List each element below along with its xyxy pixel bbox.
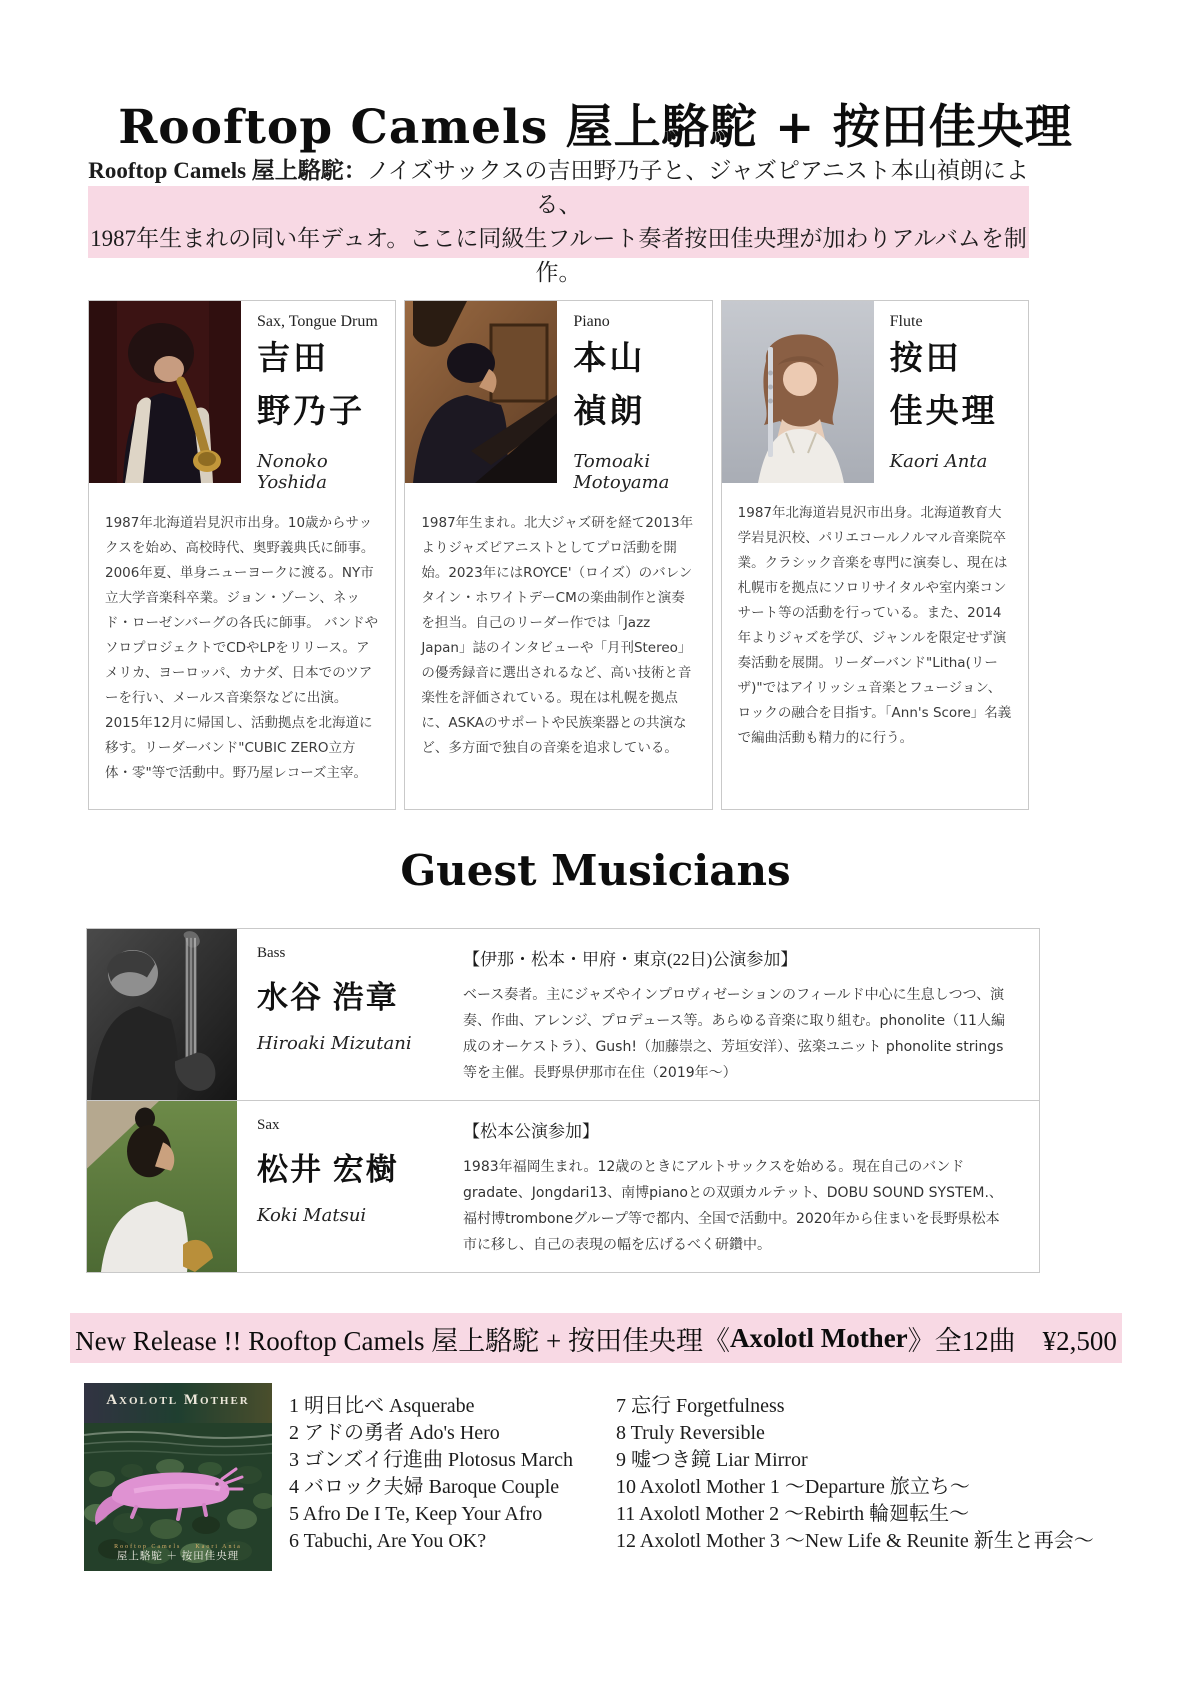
album-cover-artists: [84, 1544, 272, 1564]
track-list-right: [616, 1393, 1094, 1555]
track-item: 10 Axolotl Mother 1 ～Departure 旅立ち～: [616, 1476, 970, 1498]
member-info: [241, 301, 395, 493]
intro-line-2: 1987年生まれの同い年デュオ。ここに同級生フルート奏者按田佳央理が加わりアルバムを制作。: [90, 226, 1027, 285]
track-item: 1 明日比べ Asquerabe: [289, 1395, 475, 1417]
album-cover-artists-en: Rooftop Camels Kaori Anta: [114, 1544, 242, 1551]
guest-instrument-label: Bass: [257, 945, 286, 961]
member-bio: 1987年生まれ。北大ジャズ研を経て2013年よりジャズピアニストとしてプロ活動を開始。2023年にはROYCE'（ロイズ）のバレンタイン・ホワイトデーCMの楽曲制作と演奏を担当。自己のリーダー作では「Jazz Japan」誌のインタビューや「月刊Stereo」の優秀録音に選出されるなど、高い技術と音楽性を評価されている。現在は札幌を拠点に、ASKAのサポートや民族楽器との共演など、多方面で独自の音楽を追求している。: [421, 515, 694, 756]
intro-line-1-text: ノイズサックスの吉田野乃子と、ジャズピアニスト本山禎朗による、: [366, 158, 1029, 217]
track-list-left: [289, 1393, 573, 1555]
release-album-title-bold: Axolotl Mother: [729, 1322, 908, 1353]
guest-card-hiroaki-mizutani: [86, 928, 1040, 1101]
guest-instrument-label: Sax: [257, 1117, 280, 1133]
guest-detail: [455, 929, 1039, 1100]
member-card-top: [89, 301, 395, 493]
member-name-romaji: Nonoko Yoshida: [257, 451, 328, 493]
member-instrument-label: Piano: [573, 313, 610, 330]
intro-banner: [88, 158, 1029, 285]
guest-name: 松井 宏樹: [257, 1152, 399, 1187]
guest-cards: [86, 928, 1040, 1273]
member-name-line2: 佳央理: [889, 394, 998, 430]
guest-bio: ベース奏者。主にジャズやインプロヴィゼーションのフィールド中心に生息しつつ、演奏、作曲、アレンジ、プロデュース等。あらゆる音楽に取り組む。phonolite（11人編成のオーケストラ）、Gush!（加藤崇之、芳垣安洋）、弦楽ユニット phonolite strings 等を主催。長野県伊那市在住（2019年〜）: [463, 987, 1005, 1081]
track-item: 12 Axolotl Mother 3 ～New Life & Reunite 新生と再会～: [616, 1530, 1094, 1552]
member-card-tomoaki-motoyama: [404, 300, 712, 810]
release-text-suffix: 》全12曲 ¥2,500: [907, 1325, 1117, 1356]
track-item: 7 忘行 Forgetfulness: [616, 1395, 785, 1417]
member-cards-row: [88, 300, 1029, 810]
member-instrument-label: Flute: [889, 313, 923, 330]
member-name-romaji: Kaori Anta: [889, 451, 988, 472]
intro-line-1: [88, 154, 1029, 222]
member-card-kaori-anta: [721, 300, 1029, 810]
member-card-nonoko-yoshida: [88, 300, 396, 810]
intro-lead-bold: Rooftop Camels 屋上駱駝：: [88, 158, 367, 183]
member-name: [257, 343, 391, 429]
photo-koki-matsui: [87, 1101, 237, 1272]
guest-participation: 【松本公演参加】: [463, 1122, 599, 1141]
guest-name: 水谷 浩章: [257, 980, 399, 1015]
guest-name-romaji: Koki Matsui: [257, 1205, 367, 1226]
member-name-line1: 吉田: [257, 341, 329, 377]
member-name: [573, 343, 707, 429]
album-cover: [84, 1383, 272, 1571]
photo-hiroaki-mizutani: [87, 929, 237, 1100]
track-item: 8 Truly Reversible: [616, 1422, 765, 1444]
member-card-top: [722, 301, 1028, 483]
guest-detail: [455, 1101, 1039, 1272]
member-name: [890, 343, 1024, 429]
member-name-line2: 禎朗: [573, 394, 646, 430]
release-text-prefix: New Release !! Rooftop Camels 屋上駱駝 + 按田佳央理《: [75, 1325, 730, 1356]
album-cover-art: [84, 1383, 272, 1571]
album-cover-title: Axolotl Mother: [106, 1392, 250, 1408]
member-instrument-label: Sax, Tongue Drum: [257, 313, 378, 330]
track-item: 4 バロック夫婦 Baroque Couple: [289, 1476, 560, 1498]
guest-card-koki-matsui: [86, 1100, 1040, 1273]
guest-musicians-heading: Guest Musicians: [400, 846, 791, 895]
track-item: 6 Tabuchi, Are You OK?: [289, 1530, 487, 1552]
member-bio: 1987年北海道岩見沢市出身。10歳からサックスを始め、高校時代、奥野義典氏に師事。2006年夏、単身ニューヨークに渡る。NY市立大学音楽科卒業。ジョン・ゾーン、ネッド・ローゼンバーグの各氏に師事。 バンドやソロプロジェクトでCDやLPをリリース。アメリカ、ヨーロッパ、カナダ、日本でのツアーを行い、メールス音楽祭などに出演。2015年12月に帰国し、活動拠点を北海道に移す。リーダーバンド"CUBIC ZERO立方体・零"等で活動中。野乃屋レコーズ主宰。: [105, 515, 379, 781]
page-title: Rooftop Camels 屋上駱駝 + 按田佳央理: [118, 100, 1073, 155]
guest-participation: 【伊那・松本・甲府・東京(22日)公演参加】: [463, 950, 798, 969]
member-name-line1: 本山: [573, 341, 646, 377]
member-name-line2: 野乃子: [257, 394, 365, 430]
track-item: 3 ゴンズイ行進曲 Plotosus March: [289, 1449, 573, 1471]
member-card-top: [405, 301, 711, 493]
photo-tomoaki-motoyama: [405, 301, 557, 483]
track-item: 11 Axolotl Mother 2 ～Rebirth 輪廻転生～: [616, 1503, 970, 1525]
member-bio: 1987年北海道岩見沢市出身。北海道教育大学岩見沢校、パリエコールノルマル音楽院卒業。クラシック音楽を専門に演奏し、現在は札幌市を拠点にソロリサイタルや室内楽コンサート等の活動を行っている。また、2014年よりジャズを学び、ジャンルを限定せず演奏活動を展開。リーダーバンド"Litha(リーザ)"ではアイリッシュ音楽とフュージョン、ロックの融合を目指す。「Ann's Score」名義で編曲活動も精力的に行う。: [737, 505, 1012, 746]
guest-info: [237, 1101, 455, 1272]
track-item: 9 嘘つき鏡 Liar Mirror: [616, 1449, 808, 1471]
member-name-line1: 按田: [889, 341, 962, 377]
photo-kaori-anta: [722, 301, 874, 483]
new-release-banner: [70, 1313, 1122, 1363]
member-name-romaji: Tomoaki Motoyama: [573, 451, 670, 493]
track-item: 5 Afro De I Te, Keep Your Afro: [289, 1503, 543, 1525]
track-item: 2 アドの勇者 Ado's Hero: [289, 1422, 500, 1444]
member-info: [557, 301, 711, 493]
photo-nonoko-yoshida: [89, 301, 241, 483]
member-info: [874, 301, 1028, 483]
guest-bio: 1983年福岡生まれ。12歳のときにアルトサックスを始める。現在自己のバンドgradate、Jongdari13、南博pianoとの双頭カルテット、DOBU SOUND SYSTEM.、福村博tromboneグループ等で都内、全国で活動中。2020年から住まいを長野県松本市に移し、自己の表現の幅を広げるべく研鑽中。: [463, 1159, 1003, 1253]
guest-info: [237, 929, 455, 1100]
album-cover-artists-jp: 屋上駱駝 ＋ 按田佳央理: [116, 1551, 240, 1563]
guest-name-romaji: Hiroaki Mizutani: [257, 1033, 412, 1054]
